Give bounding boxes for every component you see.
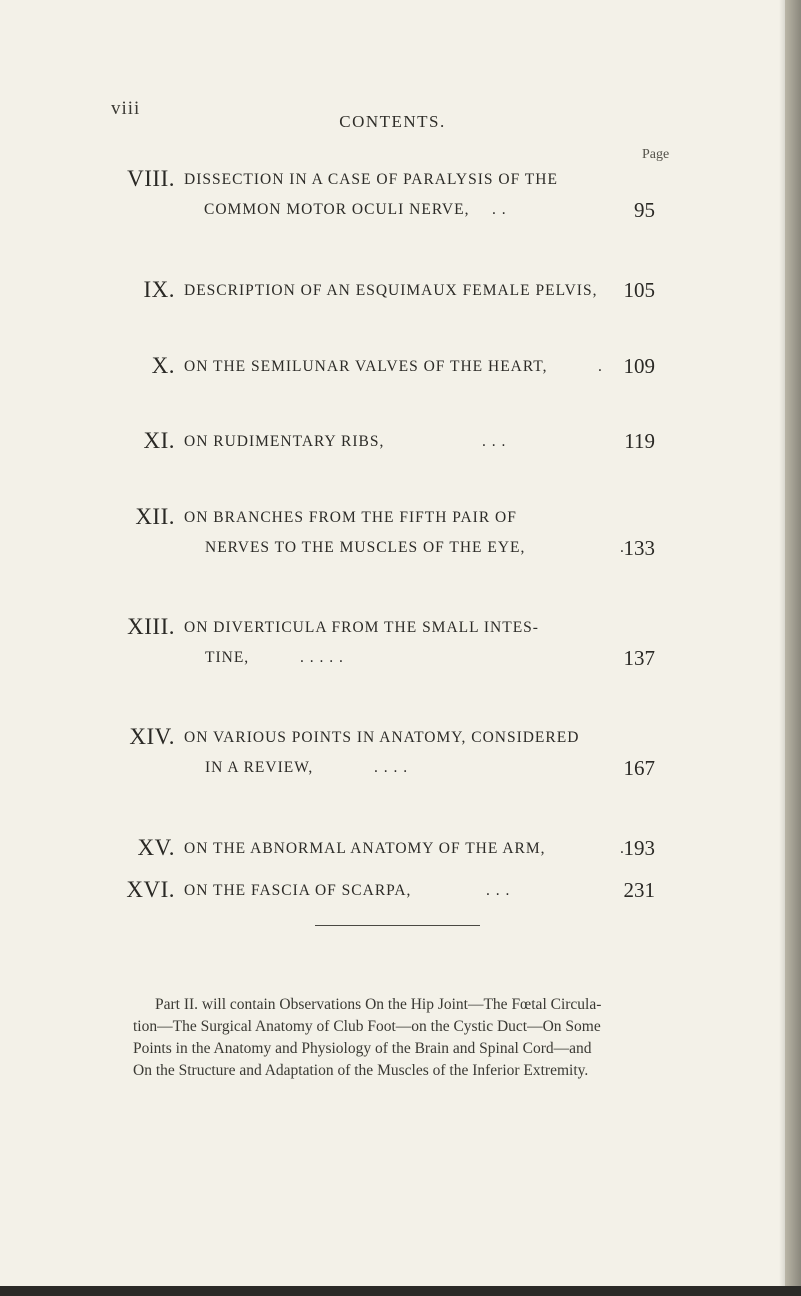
entry-title-line1: DESCRIPTION OF AN ESQUIMAUX FEMALE PELVIS, (184, 282, 598, 299)
section-divider (315, 925, 480, 926)
entry-title-line1: ON THE ABNORMAL ANATOMY OF THE ARM, (184, 840, 546, 857)
entry-title-line1: ON BRANCHES FROM THE FIFTH PAIR OF (184, 509, 517, 526)
entry-title-line1: DISSECTION IN A CASE OF PARALYSIS OF THE (184, 171, 558, 188)
entry-leaders: . . . (486, 882, 511, 899)
entry-page-number: 137 (623, 646, 655, 670)
entry-title-line1: ON THE SEMILUNAR VALVES OF THE HEART, (184, 358, 548, 375)
entry-numeral: XVI. (126, 877, 175, 902)
page-number: viii (111, 98, 141, 119)
entry-leaders: . (598, 358, 603, 375)
book-binding-edge (785, 0, 801, 1296)
page-bottom-edge (0, 1286, 801, 1296)
entry-page-number: 109 (623, 354, 655, 378)
note-line: Points in the Anatomy and Physiology of the Brain and Spinal Cord—and (133, 1040, 592, 1057)
entry-page-number: 231 (623, 878, 655, 902)
entry-title-line2: TINE, (205, 649, 250, 666)
entry-page-number: 167 (623, 756, 655, 780)
entry-title-line1: ON RUDIMENTARY RIBS, (184, 433, 385, 450)
entry-title-line2: IN A REVIEW, (205, 759, 314, 776)
entry-numeral: XIV. (129, 724, 175, 749)
entry-title-line2: COMMON MOTOR OCULI NERVE, (204, 201, 470, 218)
running-head: CONTENTS. (339, 112, 446, 131)
entry-page-number: 119 (624, 429, 655, 453)
entry-title-line1: ON VARIOUS POINTS IN ANATOMY, CONSIDERED (184, 729, 580, 746)
entry-leaders: . . . . . (300, 649, 344, 666)
entry-title-line2: NERVES TO THE MUSCLES OF THE EYE, (205, 539, 526, 556)
page-column-label: Page (642, 147, 670, 162)
entry-leaders: . . . . (374, 759, 409, 776)
entry-leaders: . . (492, 201, 507, 218)
entry-page-number: 133 (623, 536, 655, 560)
part-two-note (133, 994, 713, 1082)
entry-numeral: XII. (135, 504, 175, 529)
entry-numeral: VIII. (127, 166, 175, 191)
entry-numeral: XIII. (127, 614, 175, 639)
entry-numeral: X. (151, 353, 175, 378)
entry-leaders: . (620, 539, 625, 556)
entry-page-number: 95 (634, 198, 655, 222)
entry-page-number: 193 (623, 836, 655, 860)
entry-title-line1: ON DIVERTICULA FROM THE SMALL INTES- (184, 619, 539, 636)
note-line: Part II. will contain Observations On the Hip Joint—The Fœtal Circula- (155, 996, 602, 1013)
entry-title-line1: ON THE FASCIA OF SCARPA, (184, 882, 412, 899)
entry-leaders: . (620, 840, 625, 857)
entry-numeral: XV. (137, 835, 175, 860)
note-line: tion—The Surgical Anatomy of Club Foot—on the Cystic Duct—On Some (133, 1018, 601, 1035)
entry-page-number: 105 (623, 278, 655, 302)
entry-leaders: . . . (482, 433, 507, 450)
note-line: On the Structure and Adaptation of the Muscles of the Inferior Extremity. (133, 1062, 589, 1079)
entry-numeral: IX. (143, 277, 175, 302)
entry-numeral: XI. (143, 428, 175, 453)
